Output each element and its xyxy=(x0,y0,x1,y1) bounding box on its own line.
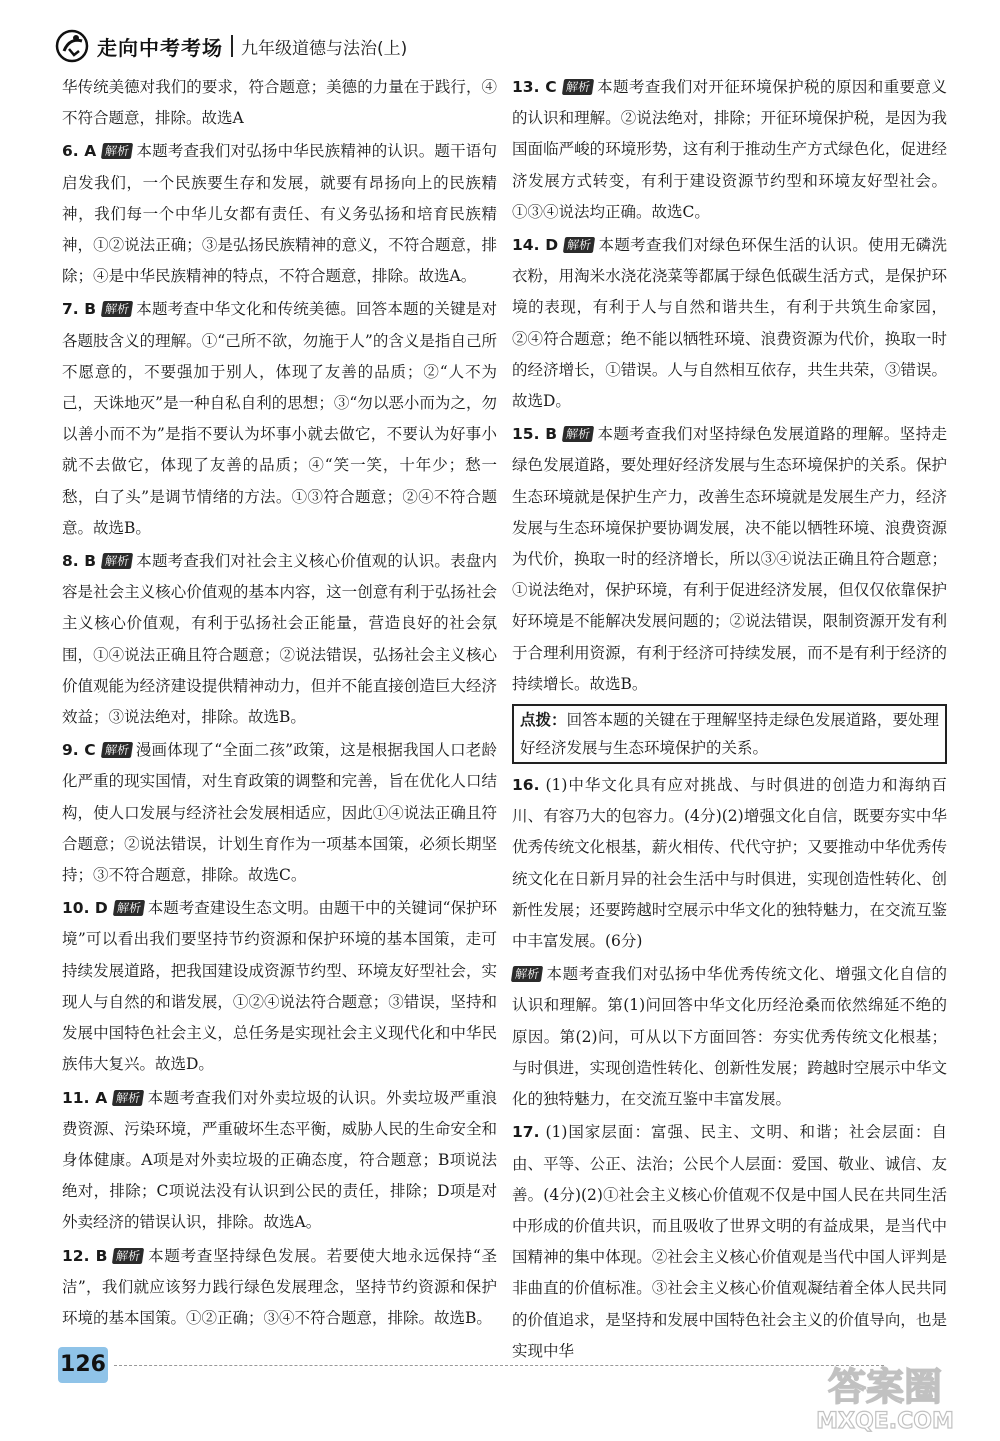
answer-item xyxy=(62,72,497,134)
answer-text: 本题考查我们对弘扬中华民族精神的认识。题干语句启发我们，一个民族要生存和发展，就要有昂扬向上的民族精神，我们每一个中华儿女都有责任、有义务弘扬和培育民族精神，①②说法正确；③是弘扬民族精神的意义，不符合题意，排除；④是中华民族精神的特点，不符合题意，排除。故选A。 xyxy=(62,142,497,286)
answer-text: 华传统美德对我们的要求，符合题意；美德的力量在于践行，④不符合题意，排除。故选A xyxy=(62,78,497,128)
question-number: 10. D xyxy=(62,899,108,918)
question-number: 12. B xyxy=(62,1246,108,1265)
answer-text: 漫画体现了“全面二孩”政策，这是根据我国人口老龄化严重的现实国情，对生育政策的调整和完善，旨在优化人口结构，使人口发展与经济社会发展相适应，因此①④说法正确且符合题意；②说法错误，计划生育作为一项基本国策，必须长期坚持；③不符合题意，排除。故选C。 xyxy=(62,741,497,885)
answer-text: 本题考查坚持绿色发展。若要使大地永远保持“圣洁”，我们就应该努力践行绿色发展理念，坚持节约资源和保护环境的基本国策。①②正确；③④不符合题意，排除。故选B。 xyxy=(62,1246,497,1327)
brand-title: 走向中考考场 xyxy=(97,35,223,60)
book-subject: 九年级道德与法治(上) xyxy=(241,38,408,59)
answer-text: 本题考查我们对社会主义核心价值观的认识。表盘内容是社会主义核心价值观的基本内容，这一创意有利于弘扬社会主义核心价值观，有利于弘扬社会正能量，营造良好的社会氛围，①④说法正确且符合题意；②说法错误，弘扬社会主义核心价值观能为经济建设提供精神动力，但并不能直接创造巨大经济效益；③说法绝对，排除。故选B。 xyxy=(62,552,497,727)
header-divider xyxy=(231,35,233,57)
tip-box xyxy=(512,704,947,764)
answer-text: 本题考查我们对开征环境保护税的原因和重要意义的认识和理解。②说法绝对，排除；开征环境保护税，是因为我国面临严峻的环境形势，这有利于推动生产方式绿色化，促进经济发展方式转变，有利于建设资源节约型和环境友好型社会。①③④说法均正确。故选C。 xyxy=(512,78,947,221)
runner-logo-icon xyxy=(55,29,89,63)
answer-text: 本题考查我们对坚持绿色发展道路的理解。坚持走绿色发展道路，要处理好经济发展与生态环境保护的关系。保护生态环境就是保护生产力，改善生态环境就是发展生产力，经济发展与生态环境保护要协调发展，决不能以牺牲环境、浪费资源为代价，换取一时的经济增长，所以③④说法正确且符合题意；①说法绝对，保护环境，有利于促进经济发展，但仅仅依靠保护好环境是不能解决发展问题的；②说法错误，限制资源开发有利于合理利用资源，有利于经济可持续发展，而不是有利于经济的持续增长。故选B。 xyxy=(512,425,947,693)
analysis-tag: 解析 xyxy=(112,1090,144,1106)
question-number: 14. D xyxy=(512,236,559,255)
analysis-tag: 解析 xyxy=(101,143,133,159)
answer-text: 回答本题的关键在于理解坚持走绿色发展道路，要处理好经济发展与生态环境保护的关系。 xyxy=(520,711,939,758)
question-number: 13. C xyxy=(512,78,557,96)
question-number: 7. B xyxy=(62,300,97,319)
answer-item xyxy=(62,546,497,733)
answer-text: (1)中华文化具有应对挑战、与时俱进的创造力和海纳百川、有容乃大的包容力。(4分)(2)增强文化自信，既要夯实中华优秀传统文化根基，薪火相传、代代守护；又要推动中华优秀传统文化在日新月异的社会生活中与时俱进，实现创造性转化、创新性发展；还要跨越时空展示中华文化的独特魅力，在交流互鉴中丰富发展。(6分) xyxy=(512,776,947,951)
answer-item xyxy=(512,72,947,228)
question-number: 11. A xyxy=(62,1088,108,1107)
answer-item xyxy=(62,1083,497,1239)
analysis-tag: 解析 xyxy=(562,426,594,442)
svg-text:答案圈: 答案圈 xyxy=(827,1365,943,1409)
question-number: 17. xyxy=(512,1123,540,1142)
question-number: 16. xyxy=(512,776,540,795)
answer-text: 本题考查我们对绿色环保生活的认识。使用无磷洗衣粉，用淘米水浇花浇菜等都属于绿色低碳生活方式，是保护环境的表现，有利于人与自然和谐共生，有利于共筑生命家园，②④符合题意；绝不能以牺牲环境、浪费资源为代价，换取一时的经济增长，①错误。人与自然相互依存，共生共荣，③错误。故选D。 xyxy=(512,236,947,411)
question-number: 9. C xyxy=(62,741,96,760)
answer-item xyxy=(512,230,947,417)
analysis-tag: 解析 xyxy=(101,742,133,758)
right-column xyxy=(512,72,947,1369)
answer-item xyxy=(512,959,947,1115)
answer-item xyxy=(62,136,497,292)
answer-text: 本题考查中华文化和传统美德。回答本题的关键是对各题肢含义的理解。①“己所不欲，勿施于人”的含义是指自己所不愿意的，不要强加于别人，体现了友善的品质；②“人不为己，天诛地灭”是一种自私自利的思想；③“勿以恶小而为之，勿以善小而不为”是指不要认为坏事小就去做它，不要认为好事小就不去做它，体现了友善的品质；④“笑一笑，十年少；愁一愁，白了头”是调节情绪的方法。①③符合题意；②④不符合题意。故选B。 xyxy=(62,300,497,537)
answer-item xyxy=(512,419,947,700)
left-column xyxy=(62,72,497,1336)
answer-item xyxy=(62,294,497,544)
footer-divider xyxy=(114,1365,884,1366)
tip-label: 点拨： xyxy=(520,711,567,730)
answer-text: 本题考查建设生态文明。由题干中的关键词“保护环境”可以看出我们要坚持节约资源和保护环境的基本国策，走可持续发展道路，把我国建设成资源节约型、环境友好型社会，实现人与自然的和谐发展，①②④说法符合题意；③错误，坚持和发展中国特色社会主义，总任务是实现社会主义现代化和中华民族伟大复兴。故选D。 xyxy=(62,899,497,1074)
analysis-tag: 解析 xyxy=(562,79,594,95)
analysis-tag: 解析 xyxy=(101,553,133,569)
answer-item xyxy=(512,1117,947,1367)
question-number: 8. B xyxy=(62,552,97,571)
answer-item xyxy=(62,893,497,1080)
answer-text: 本题考查我们对弘扬中华优秀传统文化、增强文化自信的认识和理解。第(1)问回答中华文化历经沧桑而依然绵延不绝的原因。第(2)问，可从以下方面回答：夯实优秀传统文化根基；与时俱进，实现创造性转化、创新性发展；跨越时空展示中华文化的独特魅力，在交流互鉴中丰富发展。 xyxy=(512,965,947,1109)
answer-item xyxy=(512,770,947,957)
answer-text: (1)国家层面：富强、民主、文明、和谐；社会层面：自由、平等、公正、法治；公民个人层面：爱国、敬业、诚信、友善。(4分)(2)①社会主义核心价值观不仅是中国人民在共同生活中形成的价值共识，而且吸收了世界文明的有益成果，是当代中国精神的集中体现。②社会主义核心价值观是当代中国人评判是非曲直的价值标准。③社会主义核心价值观凝结着全体人民共同的价值追求，是坚持和发展中国特色社会主义的价值导向，也是实现中华 xyxy=(512,1123,947,1360)
analysis-tag: 解析 xyxy=(563,237,595,253)
page-number: 126 xyxy=(58,1347,108,1383)
question-number: 6. A xyxy=(62,142,97,161)
svg-text:MXQE.COM: MXQE.COM xyxy=(816,1409,954,1434)
analysis-tag: 解析 xyxy=(511,966,543,982)
watermark-logo xyxy=(780,1360,990,1435)
question-number: 15. B xyxy=(512,425,558,444)
answer-item xyxy=(62,1241,497,1335)
analysis-tag: 解析 xyxy=(101,301,133,317)
analysis-tag: 解析 xyxy=(112,1248,144,1264)
analysis-tag: 解析 xyxy=(113,900,145,916)
page-header xyxy=(55,28,495,64)
answer-text: 本题考查我们对外卖垃圾的认识。外卖垃圾严重浪费资源、污染环境，严重破坏生态平衡，威胁人民的生命安全和身体健康。A项是对外卖垃圾的正确态度，符合题意；B项说法绝对，排除；C项说法没有认识到公民的责任，排除；D项是对外卖经济的错误认识，排除。故选A。 xyxy=(62,1088,497,1232)
answer-item xyxy=(62,735,497,891)
